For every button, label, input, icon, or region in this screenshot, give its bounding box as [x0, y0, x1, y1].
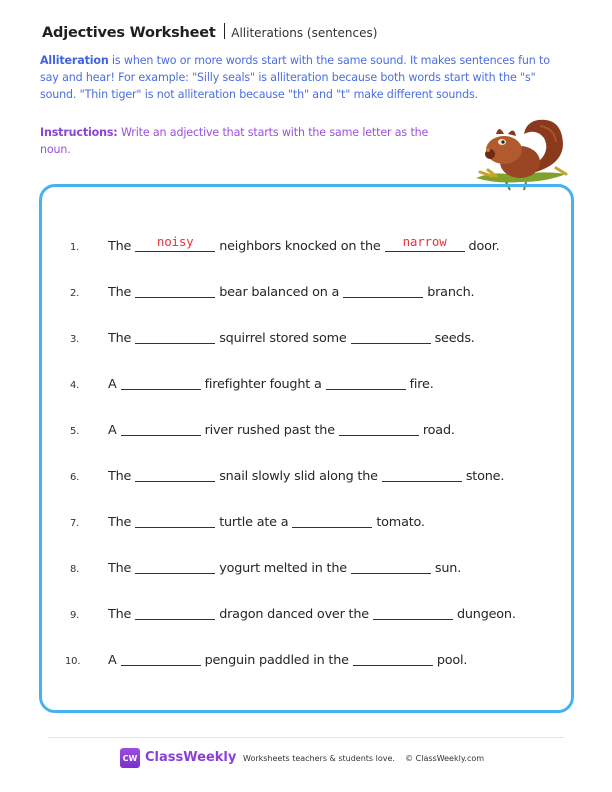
- question-number: 3.: [70, 334, 80, 345]
- instructions-text: Write an adjective that starts with the same letter as the noun.: [40, 126, 429, 156]
- answer-text: noisy: [156, 234, 194, 249]
- answer-blank-1[interactable]: [135, 560, 215, 574]
- question-text-end: dungeon.: [456, 607, 516, 622]
- answer-blank-1[interactable]: [135, 468, 215, 482]
- worksheet-header: [42, 21, 377, 41]
- instructions: [40, 124, 460, 158]
- footer-tagline: Worksheets teachers & students love. © ClassWeekly.com: [243, 754, 485, 763]
- question-text-end: pool.: [436, 653, 468, 668]
- question-text-start: The: [108, 331, 132, 346]
- question-text-start: The: [108, 607, 132, 622]
- question-row: [70, 512, 425, 530]
- question-row: [70, 374, 434, 392]
- footer: [0, 748, 612, 772]
- question-row: [70, 558, 461, 576]
- brand-name: ClassWeekly: [145, 750, 237, 765]
- question-number: 2.: [70, 288, 80, 299]
- title-divider: [224, 23, 226, 39]
- question-text-start: The: [108, 239, 132, 254]
- question-row: [65, 650, 468, 668]
- footer-divider: [48, 737, 564, 738]
- question-text-middle: squirrel stored some: [219, 331, 347, 346]
- answer-blank-2[interactable]: [339, 422, 419, 436]
- question-text-end: sun.: [434, 561, 462, 576]
- question-row: [70, 328, 475, 346]
- question-number: 9.: [70, 610, 80, 621]
- question-text-start: The: [108, 561, 132, 576]
- alliteration-definition: [40, 52, 570, 103]
- question-text-middle: bear balanced on a: [219, 285, 340, 300]
- answer-blank-1[interactable]: [121, 376, 201, 390]
- classweekly-logo-icon: CW: [120, 748, 140, 768]
- question-text-start: The: [108, 285, 132, 300]
- question-text-middle: river rushed past the: [204, 423, 335, 438]
- question-text-start: The: [108, 469, 132, 484]
- worksheet-subtitle: Alliterations (sentences): [231, 26, 378, 40]
- answer-blank-2[interactable]: [292, 514, 372, 528]
- answer-blank-2[interactable]: [351, 330, 431, 344]
- question-number: 7.: [70, 518, 80, 529]
- question-text-end: tomato.: [376, 515, 425, 530]
- answer-blank-2[interactable]: [373, 606, 453, 620]
- answer-blank-2[interactable]: [351, 560, 431, 574]
- questions-box: [39, 184, 574, 713]
- question-number: 1.: [70, 242, 80, 253]
- answer-blank-1[interactable]: [135, 284, 215, 298]
- question-row: [70, 236, 499, 254]
- question-text-end: door.: [468, 239, 500, 254]
- answer-blank-2[interactable]: [353, 652, 433, 666]
- question-text-start: A: [108, 377, 117, 392]
- answer-blank-1[interactable]: [135, 330, 215, 344]
- question-number: 4.: [70, 380, 80, 391]
- question-text-middle: snail slowly slid along the: [219, 469, 378, 484]
- question-text-end: fire.: [409, 377, 434, 392]
- answer-blank-2[interactable]: [343, 284, 423, 298]
- question-text-middle: yogurt melted in the: [219, 561, 347, 576]
- question-number: 8.: [70, 564, 80, 575]
- answer-blank-1[interactable]: [135, 514, 215, 528]
- answer-blank-2[interactable]: [385, 234, 465, 252]
- question-text-middle: penguin paddled in the: [204, 653, 349, 668]
- answer-blank-2[interactable]: [326, 376, 406, 390]
- question-text-start: A: [108, 423, 117, 438]
- question-text-end: stone.: [465, 469, 505, 484]
- definition-term: Alliteration: [40, 54, 109, 67]
- worksheet-title: Adjectives Worksheet: [42, 25, 216, 41]
- question-text-middle: firefighter fought a: [204, 377, 322, 392]
- answer-blank-1[interactable]: [121, 422, 201, 436]
- question-number: 5.: [70, 426, 80, 437]
- question-row: [70, 282, 474, 300]
- squirrel-illustration-icon: [466, 112, 576, 192]
- question-text-end: road.: [422, 423, 455, 438]
- definition-text: is when two or more words start with the same sound. It makes sentences fun to say and hear! For example: "Silly seals" is alliteration because both words start with the "s" sound. "Thin tiger" is not alliteration because "th" and "t" make different sounds.: [40, 54, 550, 101]
- question-text-start: A: [108, 653, 117, 668]
- answer-blank-2[interactable]: [382, 468, 462, 482]
- question-number: 10.: [65, 656, 81, 667]
- answer-blank-1[interactable]: [135, 234, 215, 252]
- question-text-start: The: [108, 515, 132, 530]
- question-text-middle: dragon danced over the: [219, 607, 369, 622]
- question-row: [70, 466, 504, 484]
- question-text-end: branch.: [427, 285, 475, 300]
- answer-blank-1[interactable]: [135, 606, 215, 620]
- question-row: [70, 420, 455, 438]
- question-text-middle: turtle ate a: [219, 515, 289, 530]
- answer-blank-1[interactable]: [121, 652, 201, 666]
- question-number: 6.: [70, 472, 80, 483]
- question-text-middle: neighbors knocked on the: [219, 239, 381, 254]
- question-text-end: seeds.: [434, 331, 475, 346]
- answer-text: narrow: [402, 234, 447, 249]
- instructions-label: Instructions:: [40, 126, 118, 139]
- question-row: [70, 604, 516, 622]
